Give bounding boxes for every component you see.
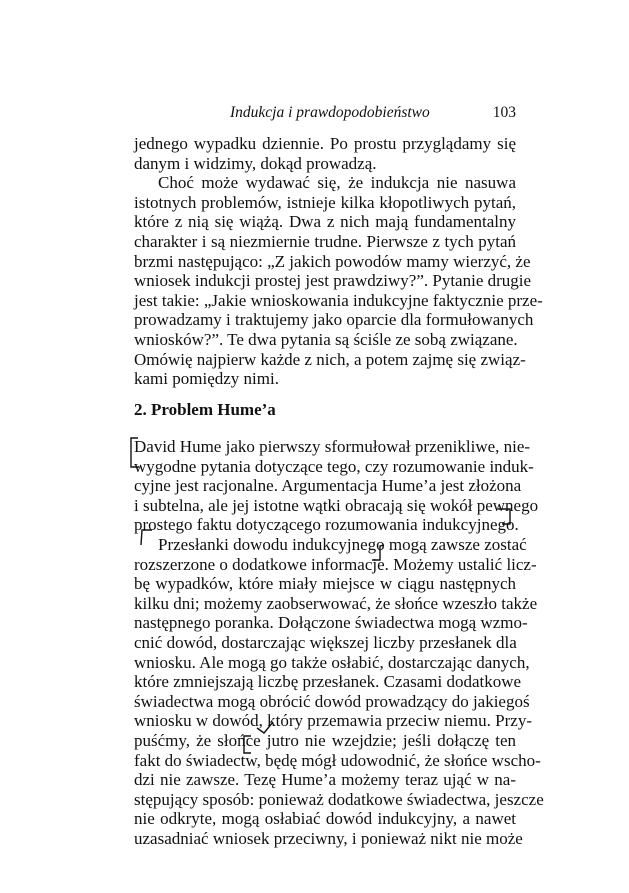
text-line: kami pomiędzy nimi. xyxy=(134,369,279,389)
text-line: Choć może wydawać się, że indukcja nie nasuwa xyxy=(158,173,516,193)
text-line: jednego wypadku dziennie. Po prostu przyglądamy się xyxy=(134,134,516,153)
text-line: bę wypadków, które miały miejsce w ciągu następnych xyxy=(134,574,516,594)
text-line: uzasadniać wniosek przeciwny, i ponieważ nikt nie może xyxy=(134,828,523,848)
opening-bracket-mark xyxy=(127,436,141,470)
text-line: wniosek indukcji prostej jest prawdziwy?”. Pytanie drugie xyxy=(134,271,532,291)
text-line: wniosku w dowód, który przemawia przeciw niemu. Przy- xyxy=(134,711,532,731)
text-line: prowadzamy i traktujemy jako oparcie dla formułowanych xyxy=(134,310,534,330)
text-line: danym i widzimy, dokąd prowadzą. xyxy=(134,153,377,173)
page-number: 103 xyxy=(492,104,516,121)
text-block-intro xyxy=(134,134,543,389)
text-line: cyjne jest racjonalne. Argumentacja Hume’a jest złożona xyxy=(134,476,522,496)
text-line: wygodne pytania dotyczące tego, czy rozumowanie induk- xyxy=(134,456,534,476)
bracket-mark-teze xyxy=(240,733,254,755)
text-line: wniosku. Ale mogą go także osłabić, dostarczając danych, xyxy=(134,652,530,672)
text-line: i subtelna, ale jej istotne wątki obracają się wokół pewnego xyxy=(134,495,539,515)
closing-bracket-mark xyxy=(494,505,516,527)
running-title: Indukcja i prawdopodobieństwo xyxy=(230,104,430,121)
tick-mark-swiadectw xyxy=(255,718,275,736)
paragraph-start-mark xyxy=(138,527,154,547)
text-line: nie odkryte, mogą osłabiać dowód indukcyjny, a nawet xyxy=(134,809,516,829)
text-line: Omówię najpierw każde z nich, a potem zajmę się związ- xyxy=(134,349,526,369)
text-line: dzi nie zawsze. Tezę Hume’a możemy teraz ująć w na- xyxy=(134,770,516,790)
text-line: charakter i są niezmiernie trudne. Pierwsze z tych pytań xyxy=(134,231,516,251)
text-line: następnego poranka. Dołączone świadectwa mogą wzmo- xyxy=(134,613,528,633)
text-line: stępujący sposób: ponieważ dodatkowe świadectwa, jeszcze xyxy=(134,789,544,809)
text-line: istotnych problemów, istnieje kilka kłopotliwych pytań, xyxy=(134,192,516,212)
text-line: rozszerzone o dodatkowe informacje. Możemy ustalić licz- xyxy=(134,554,537,574)
text-line: brzmi następująco: „Z jakich powodów mamy wierzyć, że xyxy=(134,251,531,271)
section-heading: 2. Problem Hume’a xyxy=(134,400,276,419)
text-line: świadectwa mogą obrócić dowód prowadzący do jakiegoś xyxy=(134,691,530,711)
text-line: wniosków?”. Te dwa pytania są ściśle ze sobą związane. xyxy=(134,329,518,349)
text-line: puśćmy, że słońce jutro nie wzejdzie; jeśli dołączę ten xyxy=(134,730,516,750)
text-line: jest takie: „Jakie wnioskowania indukcyjne faktycznie prze- xyxy=(134,290,543,310)
text-line: które z nią się wiążą. Dwa z nich mają fundamentalny xyxy=(134,212,516,232)
text-line: które zmniejszają liczbę przesłanek. Czasami dodatkowe xyxy=(134,672,522,692)
text-line: Przesłanki dowodu indukcyjnego mogą zawsze zostać xyxy=(158,534,527,554)
text-line: cnić dowód, dostarczając większej liczby przesłanek dla xyxy=(134,632,517,652)
text-line: David Hume jako pierwszy sformułował przenikliwe, nie- xyxy=(134,437,531,456)
text-line: prostego faktu dotyczącego rozumowania indukcyjnego. xyxy=(134,515,519,535)
text-line: kilku dni; możemy zaobserwować, że słońce wzeszło także xyxy=(134,593,538,613)
text-block-hume xyxy=(134,437,544,848)
text-line: fakt do świadectw, będę mógł udowodnić, że słońce wscho- xyxy=(134,750,541,770)
bracket-mark-informacje xyxy=(369,542,385,564)
running-head xyxy=(134,104,516,126)
